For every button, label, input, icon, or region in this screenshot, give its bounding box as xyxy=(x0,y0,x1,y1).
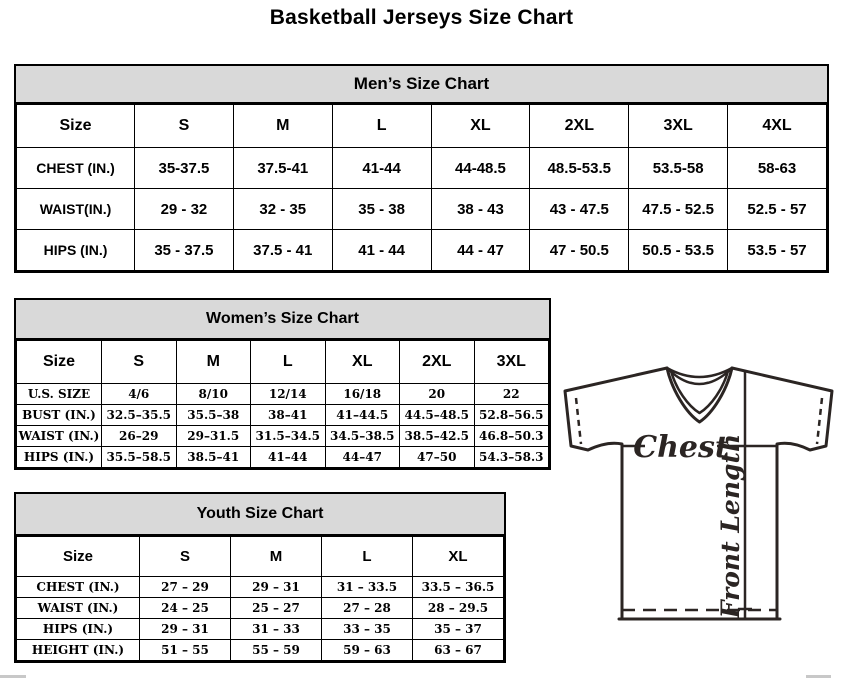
mens-grid xyxy=(16,104,827,271)
table-row xyxy=(17,230,827,271)
column-header: Size xyxy=(17,105,135,148)
size-cell: 31 – 33.5 xyxy=(322,577,413,598)
column-header: XL xyxy=(413,537,504,577)
size-cell: 46.8–50.3 xyxy=(474,426,549,447)
header-row xyxy=(17,341,549,384)
column-header: 2XL xyxy=(530,105,629,148)
column-header: M xyxy=(231,537,322,577)
size-cell: 35-37.5 xyxy=(135,148,234,189)
column-header: M xyxy=(176,341,251,384)
column-header: 2XL xyxy=(400,341,475,384)
size-cell: 20 xyxy=(400,384,475,405)
column-header: S xyxy=(140,537,231,577)
size-cell: 33.5 – 36.5 xyxy=(413,577,504,598)
column-header: Size xyxy=(17,537,140,577)
header-row xyxy=(17,105,827,148)
size-cell: 38 - 43 xyxy=(431,189,530,230)
size-cell: 43 - 47.5 xyxy=(530,189,629,230)
size-cell: 28 – 29.5 xyxy=(413,598,504,619)
size-cell: 35 – 37 xyxy=(413,619,504,640)
column-header: 4XL xyxy=(728,105,827,148)
header-row xyxy=(17,537,504,577)
jersey-diagram xyxy=(555,358,843,628)
column-header: 3XL xyxy=(474,341,549,384)
row-label: CHEST (IN.) xyxy=(17,148,135,189)
size-cell: 12/14 xyxy=(251,384,326,405)
size-cell: 52.5 - 57 xyxy=(728,189,827,230)
size-cell: 44–47 xyxy=(325,447,400,468)
size-cell: 29 – 31 xyxy=(140,619,231,640)
size-cell: 41-44 xyxy=(332,148,431,189)
size-cell: 26–29 xyxy=(102,426,177,447)
size-cell: 25 – 27 xyxy=(231,598,322,619)
row-label: BUST (IN.) xyxy=(17,405,102,426)
size-cell: 48.5-53.5 xyxy=(530,148,629,189)
mens-size-table xyxy=(14,64,829,273)
size-cell: 31.5–34.5 xyxy=(251,426,326,447)
size-cell: 35.5–58.5 xyxy=(102,447,177,468)
youth-size-table xyxy=(14,492,506,663)
row-label: U.S. SIZE xyxy=(17,384,102,405)
row-label: WAIST (IN.) xyxy=(17,598,140,619)
size-cell: 54.3–58.3 xyxy=(474,447,549,468)
size-cell: 51 – 55 xyxy=(140,640,231,661)
size-cell: 53.5-58 xyxy=(629,148,728,189)
table-row xyxy=(17,640,504,661)
row-label: HIPS (IN.) xyxy=(17,230,135,271)
size-cell: 47.5 - 52.5 xyxy=(629,189,728,230)
mens-table-title: Men’s Size Chart xyxy=(16,66,827,104)
size-cell: 38.5–41 xyxy=(176,447,251,468)
womens-table-title: Women’s Size Chart xyxy=(16,300,549,340)
size-cell: 4/6 xyxy=(102,384,177,405)
size-cell: 44 - 47 xyxy=(431,230,530,271)
size-cell: 59 – 63 xyxy=(322,640,413,661)
column-header: L xyxy=(332,105,431,148)
column-header: L xyxy=(322,537,413,577)
size-cell: 22 xyxy=(474,384,549,405)
chest-measure-label: Chest xyxy=(633,430,729,465)
jersey-right-outline xyxy=(732,368,832,619)
column-header: L xyxy=(251,341,326,384)
table-row xyxy=(17,598,504,619)
column-header: S xyxy=(102,341,177,384)
table-row xyxy=(17,577,504,598)
size-cell: 44.5–48.5 xyxy=(400,405,475,426)
size-cell: 41–44 xyxy=(251,447,326,468)
size-cell: 52.8–56.5 xyxy=(474,405,549,426)
size-cell: 29–31.5 xyxy=(176,426,251,447)
size-cell: 32 - 35 xyxy=(233,189,332,230)
size-cell: 33 – 35 xyxy=(322,619,413,640)
row-label: WAIST (IN.) xyxy=(17,426,102,447)
size-cell: 63 – 67 xyxy=(413,640,504,661)
jersey-left-outline xyxy=(565,368,667,619)
size-cell: 27 – 28 xyxy=(322,598,413,619)
row-label: CHEST (IN.) xyxy=(17,577,140,598)
right-sleeve-stitch-dashes xyxy=(817,398,822,444)
womens-size-table xyxy=(14,298,551,470)
left-sleeve-stitch-dashes xyxy=(576,398,581,444)
mens-table-grid-host xyxy=(16,104,827,271)
table-row xyxy=(17,426,549,447)
size-cell: 35 - 38 xyxy=(332,189,431,230)
size-cell: 55 – 59 xyxy=(231,640,322,661)
column-header: XL xyxy=(325,341,400,384)
size-cell: 32.5–35.5 xyxy=(102,405,177,426)
size-cell: 31 – 33 xyxy=(231,619,322,640)
size-cell: 34.5–38.5 xyxy=(325,426,400,447)
size-cell: 53.5 - 57 xyxy=(728,230,827,271)
scrollbar-fragment-left xyxy=(0,675,26,678)
column-header: M xyxy=(233,105,332,148)
youth-table-title: Youth Size Chart xyxy=(16,494,504,536)
size-cell: 47 - 50.5 xyxy=(530,230,629,271)
table-row xyxy=(17,148,827,189)
size-cell: 29 - 32 xyxy=(135,189,234,230)
size-cell: 38.5–42.5 xyxy=(400,426,475,447)
womens-table-grid-host xyxy=(16,340,549,468)
size-cell: 35 - 37.5 xyxy=(135,230,234,271)
size-cell: 35.5–38 xyxy=(176,405,251,426)
youth-table-grid-host xyxy=(16,536,504,661)
size-cell: 29 – 31 xyxy=(231,577,322,598)
size-cell: 50.5 - 53.5 xyxy=(629,230,728,271)
row-label: HEIGHT (IN.) xyxy=(17,640,140,661)
womens-grid xyxy=(16,340,549,468)
size-cell: 24 – 25 xyxy=(140,598,231,619)
table-row xyxy=(17,405,549,426)
row-label: WAIST(IN.) xyxy=(17,189,135,230)
size-cell: 38–41 xyxy=(251,405,326,426)
column-header: S xyxy=(135,105,234,148)
table-row xyxy=(17,619,504,640)
size-cell: 16/18 xyxy=(325,384,400,405)
table-row xyxy=(17,447,549,468)
size-cell: 41 - 44 xyxy=(332,230,431,271)
size-cell: 44-48.5 xyxy=(431,148,530,189)
size-cell: 27 – 29 xyxy=(140,577,231,598)
column-header: 3XL xyxy=(629,105,728,148)
table-row xyxy=(17,189,827,230)
row-label: HIPS (IN.) xyxy=(17,447,102,468)
front-length-measure-label: Front Length xyxy=(716,433,745,619)
column-header: XL xyxy=(431,105,530,148)
size-cell: 47–50 xyxy=(400,447,475,468)
youth-grid xyxy=(16,536,504,661)
size-cell: 58-63 xyxy=(728,148,827,189)
size-cell: 37.5 - 41 xyxy=(233,230,332,271)
size-cell: 41–44.5 xyxy=(325,405,400,426)
scrollbar-fragment-right xyxy=(806,675,831,678)
column-header: Size xyxy=(17,341,102,384)
size-cell: 37.5-41 xyxy=(233,148,332,189)
page-title: Basketball Jerseys Size Chart xyxy=(269,6,574,29)
table-row xyxy=(17,384,549,405)
size-cell: 8/10 xyxy=(176,384,251,405)
row-label: HIPS (IN.) xyxy=(17,619,140,640)
